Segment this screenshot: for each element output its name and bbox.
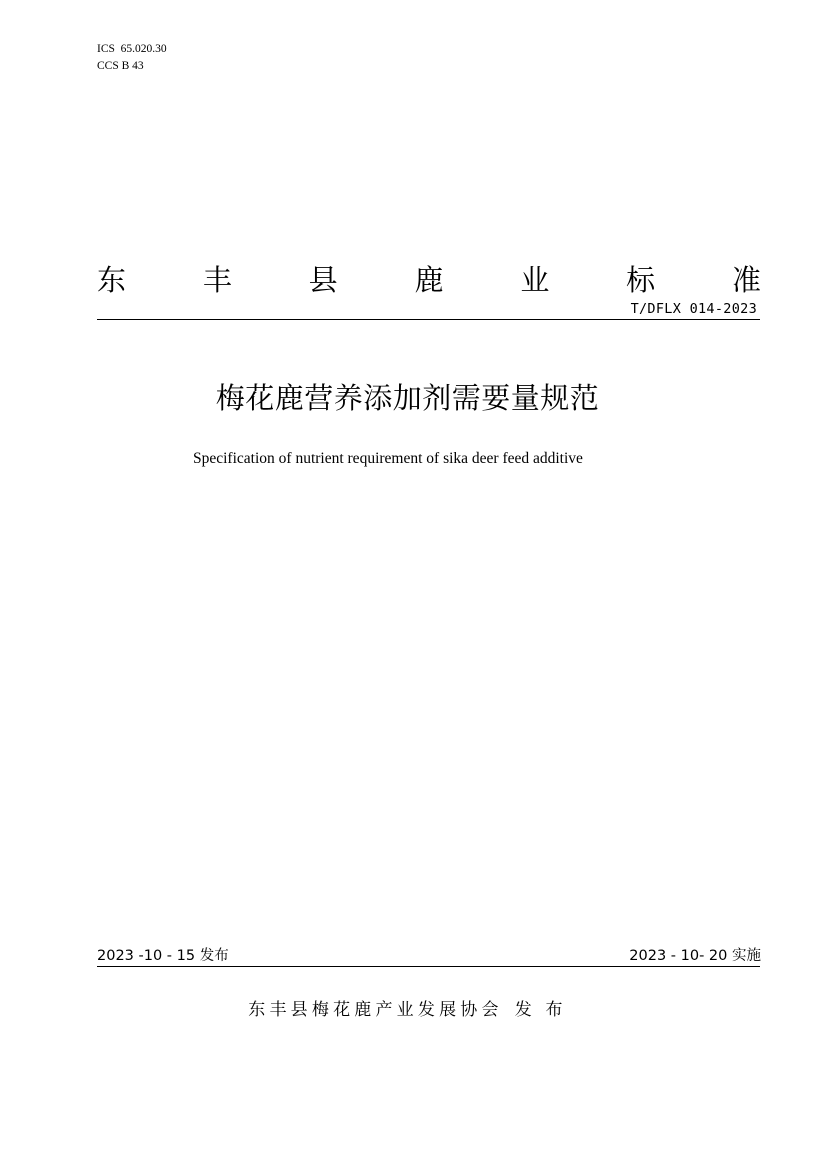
publisher-line <box>0 998 815 1022</box>
publisher-name: 东丰县梅花鹿产业发展协会 <box>248 1000 503 1020</box>
ics-code: ICS 65.020.30 <box>97 43 167 55</box>
ccs-code: CCS B 43 <box>97 60 144 72</box>
standard-header <box>97 262 761 298</box>
classification-block <box>97 41 167 75</box>
date-row <box>97 946 761 966</box>
implement-date: 2023 - 10- 20 实施 <box>629 948 761 964</box>
header-char: 标 <box>626 263 656 297</box>
header-char: 业 <box>520 263 550 297</box>
standard-code: T/DFLX 014-2023 <box>630 301 757 317</box>
document-title: 梅花鹿营养添加剂需要量规范 <box>215 381 600 415</box>
header-char: 丰 <box>202 263 232 297</box>
document-subtitle: Specification of nutrient requirement of sika deer feed additive <box>193 450 583 467</box>
publisher-suffix: 发 布 <box>514 1000 567 1020</box>
header-char: 鹿 <box>414 263 444 297</box>
header-char: 东 <box>97 263 127 297</box>
header-divider <box>97 319 760 320</box>
header-char: 县 <box>308 263 338 297</box>
publish-date: 2023 -10 - 15 发布 <box>97 948 229 964</box>
header-char: 准 <box>731 263 761 297</box>
footer-divider <box>97 966 760 967</box>
